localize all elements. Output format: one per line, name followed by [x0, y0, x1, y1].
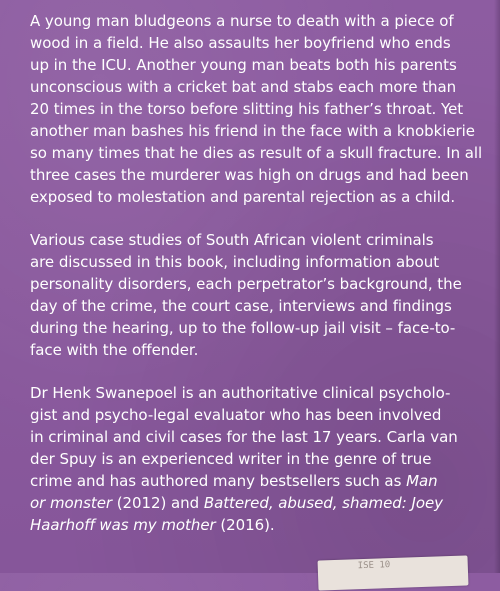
text-line: exposed to molestation and parental rejection as a child. — [30, 188, 456, 206]
cover-edge-shadow — [494, 0, 500, 573]
book-title: Man — [406, 472, 438, 490]
book-contents-paragraph — [30, 229, 492, 361]
text-line: 20 times in the torso before slitting his father’s throat. Yet — [30, 100, 464, 118]
text-line — [30, 470, 492, 492]
text-fragment: (2012) and — [112, 494, 204, 512]
text-line: another man bashes his friend in the face with a knobkierie — [30, 122, 475, 140]
text-line: three cases the murderer was high on drugs and had been — [30, 166, 469, 184]
text-fragment: (2016). — [215, 516, 275, 534]
text-line: Dr Henk Swanepoel is an authoritative clinical psycholo- — [30, 384, 451, 402]
text-line — [30, 492, 492, 514]
text-line: der Spuy is an experienced writer in the genre of true — [30, 450, 432, 468]
text-line: during the hearing, up to the follow-up jail visit – face-to- — [30, 319, 456, 337]
text-line: up in the ICU. Another young man beats both his parents — [30, 56, 457, 74]
sticker-text: ISE 10 — [357, 560, 391, 572]
text-line — [30, 514, 492, 536]
text-line: Various case studies of South African violent criminals — [30, 231, 434, 249]
back-cover-blurb — [30, 10, 492, 557]
book-title: Haarhoff was my mother — [30, 516, 216, 534]
text-line: day of the crime, the court case, interviews and findings — [30, 297, 452, 315]
text-line: unconscious with a cricket bat and stabs each more than — [30, 78, 457, 96]
text-line: so many times that he dies as result of a skull fracture. In all — [30, 144, 483, 162]
price-sticker — [318, 555, 469, 590]
text-line: are discussed in this book, including information about — [30, 253, 440, 271]
authors-bio-paragraph — [30, 382, 492, 536]
text-line: A young man bludgeons a nurse to death with a piece of — [30, 12, 454, 30]
text-line: wood in a field. He also assaults her boyfriend who ends — [30, 34, 451, 52]
text-line: personality disorders, each perpetrator’s background, the — [30, 275, 462, 293]
synopsis-paragraph — [30, 10, 492, 208]
book-title: Battered, abused, shamed: Joey — [203, 494, 443, 512]
text-line: face with the offender. — [30, 341, 199, 359]
book-title: or monster — [30, 494, 113, 512]
text-line: in criminal and civil cases for the last 17 years. Carla van — [30, 428, 458, 446]
text-line: gist and psycho-legal evaluator who has been involved — [30, 406, 442, 424]
text-fragment: crime and has authored many bestsellers such as — [30, 472, 402, 490]
